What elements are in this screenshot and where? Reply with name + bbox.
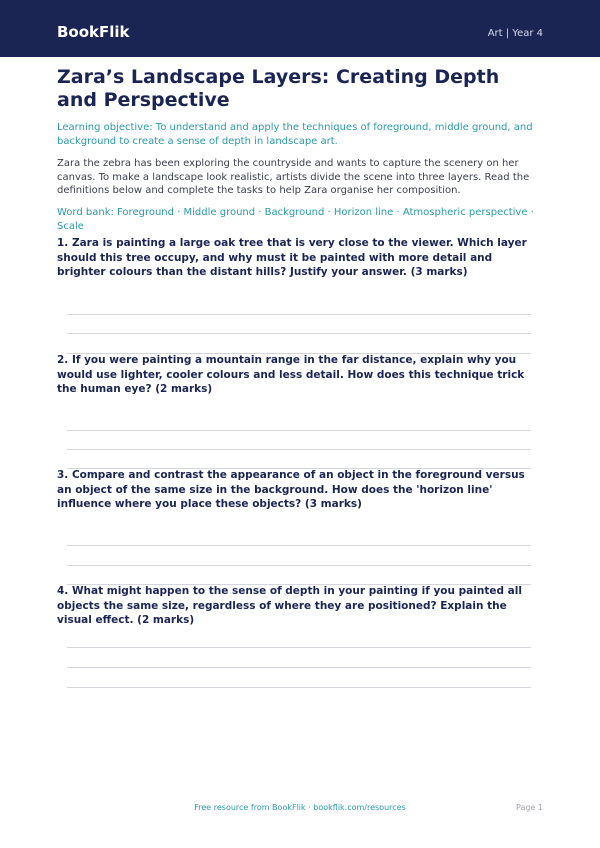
answer-line[interactable]: [67, 687, 531, 688]
intro-paragraph: Zara the zebra has been exploring the countryside and wants to capture the scenery on her canvas. To make a landscape look realistic, artists divide the scene into three layers. Read the definitions below and complete the tasks to help Zara organise her composition.: [57, 158, 530, 196]
question-4: 4. What might happen to the sense of depth in your painting if you painted all objects the same size, regardless of where they are positioned? Explain the visual effect. (2 marks): [57, 585, 522, 626]
page-title: Zara’s Landscape Layers: Creating Depth and Perspective: [57, 66, 500, 111]
answer-line[interactable]: [67, 430, 531, 431]
word-bank: Word bank: Foreground · Middle ground · Background · Horizon line · Atmospheric perspective · Scale: [57, 207, 534, 232]
question-1: 1. Zara is painting a large oak tree that is very close to the viewer. Which layer should this tree occupy, and why must it be painted with more detail and brighter colours than the distant hills? Justify your answer. (3 marks): [57, 237, 527, 278]
answer-line[interactable]: [67, 314, 531, 315]
answer-line[interactable]: [67, 333, 531, 334]
subject-label: Art | Year 4: [487, 28, 543, 39]
footer-source: Free resource from BookFlik · bookflik.com/resources: [194, 803, 406, 812]
answer-line[interactable]: [67, 647, 531, 648]
learning-objective: Learning objective: To understand and apply the techniques of foreground, middle ground, and background to create a sense of depth in landscape art.: [57, 122, 533, 147]
answer-line[interactable]: [67, 667, 531, 668]
answer-line[interactable]: [67, 545, 531, 546]
answer-line[interactable]: [67, 449, 531, 450]
answer-line[interactable]: [67, 565, 531, 566]
page-header: [0, 0, 600, 57]
brand-logo: BookFlik: [57, 23, 130, 41]
question-3: 3. Compare and contrast the appearance of an object in the foreground versus an object of the same size in the background. How does the 'horizon line' influence where you place these objects? (3 marks): [57, 469, 525, 510]
question-2: 2. If you were painting a mountain range in the far distance, explain why you would use lighter, cooler colours and less detail. How does this technique trick the human eye? (2 marks): [57, 354, 525, 395]
page-number: Page 1: [516, 803, 543, 812]
